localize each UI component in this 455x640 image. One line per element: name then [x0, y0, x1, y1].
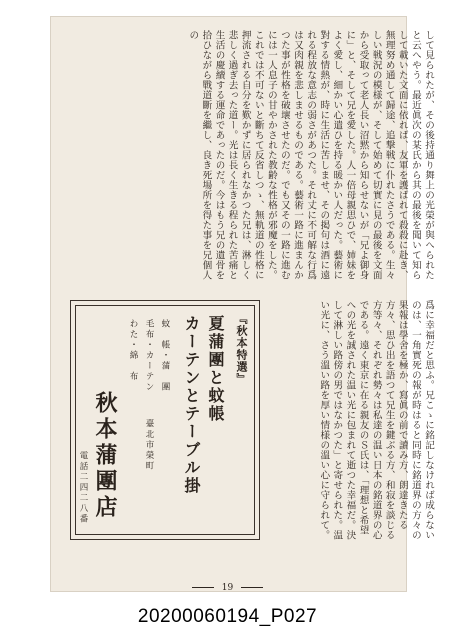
ad-products-1: 蚊 帳・蒲 團 [160, 319, 170, 393]
advertisement-box [70, 300, 260, 540]
lower-body-text: 爲に幸福だと思ふ。兄こゝに銘記しなければ成らないのは、一角實死の報が時はると同時に銘道界の方々の果報は學舍を極か、寫眞の前で讀み方、朗達きたる方々、思ひ出を語つて兄生を鍵ぶる方、和寂を談じる方等々、それぞれ勢々は私達の温い日本の銘道界の心である。遠く東京に在る親友のＳ氏は、「理想と希望への光を誠された温い光に包まれて逝つた幸福だ。決して淋しい路傍の男ではなかつた」と寄せられた。温い光に、さう溫い路を厚い情様の溫い心に守られて。 [318, 300, 434, 540]
ad-address: 臺北市榮町 [144, 419, 154, 472]
ad-headline-1: 夏蒲團と蚊帳 [206, 315, 225, 423]
page-number [0, 583, 455, 593]
ad-products-3: わた・綿 布 [128, 319, 138, 382]
page-number-text: 19 [221, 583, 234, 593]
ad-phone: 電話二四二八番 [78, 451, 88, 525]
ad-label: 『秋本特選』 [235, 313, 248, 385]
archive-caption: 20200060194_P027 [137, 606, 318, 627]
ad-shop-name: 秋本蒲團店 [92, 391, 118, 521]
upper-body-text: して見られたが、その後持通り舞上の光榮が與へられたと云へやう。最近眞次の某氏から其の最後を聞いて知らして載いた文面に依れば、友軍を護ばれて殺殺に赴き、無理努め通して歸途、追撃戦に仆れたさうである。生々しい戦況の模様が、そして始めて切實に見の最後を文面から受取って老人長い沼黙から知らせないが「兄よ御身に」と、そして兄を愛した。人一倍母親思ひで、姉妹をよく愛し、細かい心遣ひを持る暖かい人だった。藝術に對する情熱が、時に生活に苦しませ、その掲句は酒に遠れる程放な意志の弱さがあつた。それ丈に不可解な行爲は又肉親を悲しませるものである。藝術一路に進まんかつた事が性格を破壞させたのだ。でも又その一路に進むには一人息子の甘やかされた教齢な性格が邪魔をした。これでは不可ないと斷ちて反省しつゝ、無軌道の性格に押流される自分を歎かずに居られなかつた兄は、淋しく悲しく過ぎ去った道ー。光は長く生きる程られた苦痛と生活の慶續する運命であったのだ。今はもう兄の遺骨を拾ひながら戰道斷を繼し、良き死場所を得た事を兄個人の [187, 30, 434, 280]
ad-products-2: 毛布・カーテン [144, 319, 154, 393]
page-number-rule-right [241, 587, 263, 588]
ad-headline-2: カーテンとテーブル掛 [182, 315, 201, 495]
page-number-rule-left [192, 587, 214, 588]
